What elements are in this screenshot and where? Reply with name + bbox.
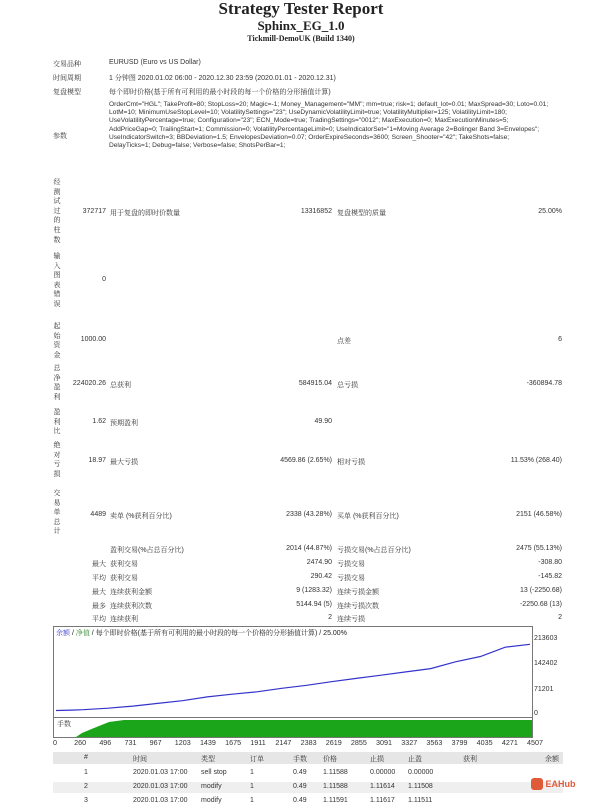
avg-loss-value: -145.82 [538,573,562,580]
symbol-label: 交易品种 [53,61,81,68]
table-cell: 0.49 [293,797,307,804]
pf-label: 盈利比 [53,409,61,436]
x-tick: 2383 [300,738,317,747]
max2-label: 最大 [92,589,106,596]
table-row-stripe [53,782,563,793]
abs-dd-label: 绝对亏损 [53,442,61,478]
net-value: 224020.26 [72,380,106,387]
avg-cons-win-label: 连续获利 [110,616,138,623]
cons-loss-money-label: 连续亏损金额 [337,589,379,596]
lots-chart-svg [54,718,532,737]
bars-value: 372717 [82,208,106,215]
max-dd-label: 最大亏损 [110,459,138,466]
gross-profit-value: 584915.04 [298,380,332,387]
x-tick: 2619 [325,738,342,747]
chart-legend: 余额 / 净值 / 每个即时价格(基于所有可利用的最小时段的每一个价格的分形插值计算) / 25.00% [56,630,347,637]
trades-value: 4489 [90,511,106,518]
rel-dd-value: 11.53% (268.40) [510,457,562,464]
lots-label: 手数 [57,721,71,728]
avg2-label: 平均 [92,616,106,623]
spread-value: 6 [558,336,562,343]
x-tick: 967 [149,738,162,747]
ticks-value: 13316852 [300,208,332,215]
table-header-cell: 类型 [201,756,215,763]
deposit-label: 起始资金 [53,323,61,359]
table-cell: 1.11614 [370,783,395,790]
x-tick: 0 [53,738,57,747]
max-label: 最大 [92,561,106,568]
bars-label: 经测试过的柱数 [53,179,61,244]
deposit-value: 1000.00 [80,336,106,343]
table-cell: 3 [84,797,88,804]
table-cell: 2 [84,783,88,790]
model-label: 复盘模型 [53,89,81,96]
x-tick: 3327 [401,738,418,747]
y-tick: 142402 [534,660,558,667]
table-cell: 1.11591 [323,797,348,804]
table-header [53,752,563,764]
watermark-text: EAHub [545,779,576,789]
params-value: OrderCmt="HGL"; TakeProfit=80; StopLoss=20; Magic=-1; Money_Management="MM"; mm=true; risk=1; default_lot=0.01; MaxSpread=30; Loto=0.01; LotM=10; MinimumUseStopLevel=10; VolatilitySettings="23"; UseDynamicVolatilityLimit=true; VolatilityMultiplier=125; VolatilityLimit=180; UseVolatilityPercentage=true; Configuration="23"; ECN_Mode=true; TradingSettings="0012"; MaxExecution=0; MaxExecutionMinutes=5; AddPriceGap=0; TrailingStart=1; Commission=0; VolatilityPercentageLimit=0; UseIndicatorSet="1=Moving Average 2=Bolinger Band 3=Envelopes"; UseIndicatorSwitch=3; BBDeviation=1.5; EnvelopesDeviation=0.07; OrderExpireSeconds=3600; Screen_Shooter="42"; TakeShots=false; DelayTicks=1; Debug=false; Verbose=false; ShotsPerBar=1; [109,101,549,150]
params-label: 参数 [53,133,67,140]
table-cell: 0.00000 [408,769,434,776]
table-cell: 1 [250,797,254,804]
abs-dd-value: 18.97 [88,457,106,464]
table-cell: 0.49 [293,783,307,790]
x-tick: 496 [99,738,112,747]
avg-cons-win-value: 2 [328,614,332,621]
pt-label: 盈利交易(%占总百分比) [110,547,184,554]
largest-loss-value: -308.80 [538,559,562,566]
quality-value: 25.00% [538,208,562,215]
table-header-cell: 订单 [250,756,264,763]
table-cell: 1.11511 [408,797,433,804]
table-cell: 1 [84,769,88,776]
table-header-cell: 时间 [133,756,147,763]
x-tick: 3799 [451,738,468,747]
avg-cons-loss-value: 2 [558,614,562,621]
largest-profit-label: 获利交易 [110,561,138,568]
x-tick: 4035 [476,738,493,747]
x-tick: 3563 [426,738,443,747]
server-name: Tickmill-DemoUK (Build 1340) [247,34,355,43]
most-label: 最多 [92,603,106,610]
period-value: 1 分钟图 2020.01.02 06:00 - 2020.12.30 23:59 (2020.01.01 - 2020.12.31) [109,75,336,82]
table-header-cell: 手数 [293,756,307,763]
gross-profit-label: 总获利 [110,382,131,389]
balance-chart-svg [54,627,532,719]
cons-win-money-value: 9 (1283.32) [296,587,332,594]
table-cell: modify [201,783,222,790]
avg-loss-label: 亏损交易 [337,575,365,582]
eahub-logo-icon [531,778,543,790]
x-tick: 4271 [501,738,518,747]
table-header-cell: # [84,754,88,761]
table-cell: 1.11588 [323,769,348,776]
payoff-label: 预期盈利 [110,420,138,427]
table-cell: 1 [250,783,254,790]
pt-value: 2014 (44.87%) [286,545,332,552]
watermark [531,778,595,800]
table-cell: sell stop [201,769,227,776]
cons-loss-label: 连续亏损次数 [337,603,379,610]
rel-dd-label: 相对亏损 [337,459,365,466]
x-tick: 4507 [527,738,543,747]
report-title: Strategy Tester Report [218,0,384,18]
cons-loss-money-value: 13 (-2250.68) [519,587,562,594]
cons-loss-value: -2250.68 (13) [519,601,562,608]
ea-name: Sphinx_EG_1.0 [257,18,345,33]
lt-value: 2475 (55.13%) [516,545,562,552]
balance-chart [53,626,533,720]
cons-win-money-label: 连续获利金额 [110,589,152,596]
y-tick: 71201 [534,686,554,693]
table-cell: 1.11508 [408,783,433,790]
symbol-value: EURUSD (Euro vs US Dollar) [109,59,201,66]
mismatch-value: 0 [102,276,106,283]
table-header-cell: 止盈 [408,756,422,763]
x-tick: 2855 [350,738,367,747]
largest-loss-label: 亏损交易 [337,561,365,568]
table-cell: modify [201,797,222,804]
avg-cons-loss-label: 连续亏损 [337,616,365,623]
legend-balance: 余额 [56,630,70,637]
payoff-value: 49.90 [314,418,332,425]
period-label: 时间周期 [53,75,81,82]
lots-chart [53,717,533,738]
table-cell: 1.11588 [323,783,348,790]
gross-loss-value: -360894.78 [526,380,562,387]
balance-line [56,644,530,710]
table-cell: 0.49 [293,769,307,776]
legend-text: 每个即时价格(基于所有可利用的最小时段的每一个价格的分形插值计算) / 25.00% [95,630,347,637]
lt-label: 亏损交易(%占总百分比) [337,547,411,554]
short-value: 2338 (43.28%) [286,511,332,518]
legend-equity: 净值 [75,630,90,637]
spread-label: 点差 [337,338,351,345]
table-header-cell: 余额 [545,756,559,763]
x-tick: 1203 [174,738,191,747]
long-value: 2151 (46.58%) [516,511,562,518]
x-tick: 3091 [376,738,393,747]
table-header-cell: 获利 [463,756,477,763]
largest-profit-value: 2474.90 [306,559,332,566]
ticks-label: 用于复盘的即时价数量 [110,210,180,217]
table-cell: 2020.01.03 17:00 [133,769,188,776]
y-tick: 213603 [534,635,558,642]
quality-label: 复盘模型的质量 [337,210,386,217]
avg-profit-value: 290.42 [310,573,332,580]
avg-label: 平均 [92,575,106,582]
x-tick: 731 [124,738,137,747]
y-tick: 0 [534,710,538,717]
trades-label: 交易单总计 [53,490,61,536]
max-dd-value: 4569.86 (2.65%) [280,457,332,464]
cons-profit-value: 5144.94 (5) [296,601,332,608]
mismatch-label: 输入图表错误 [53,253,61,308]
x-tick: 1439 [199,738,216,747]
gross-loss-label: 总亏损 [337,382,358,389]
table-cell: 1 [250,769,254,776]
table-cell: 0.00000 [370,769,396,776]
lots-fill [54,720,532,737]
cons-profit-label: 连续获利次数 [110,603,152,610]
short-label: 卖单 (%获利百分比) [110,513,172,520]
table-cell: 2020.01.03 17:00 [133,783,188,790]
x-tick: 1911 [250,738,266,747]
table-cell: 2020.01.03 17:00 [133,797,188,804]
net-label: 总净盈利 [53,365,61,401]
table-cell: 1.11617 [370,797,395,804]
x-tick: 1675 [225,738,242,747]
table-header-cell: 价格 [323,756,337,763]
pf-value: 1.62 [92,418,106,425]
model-value: 每个即时价格(基于所有可利用的最小时段的每一个价格的分形插值计算) [109,89,331,96]
x-tick: 2147 [275,738,292,747]
avg-profit-label: 获利交易 [110,575,138,582]
table-header-cell: 止损 [370,756,384,763]
long-label: 买单 (%获利百分比) [337,513,399,520]
x-tick: 260 [74,738,87,747]
